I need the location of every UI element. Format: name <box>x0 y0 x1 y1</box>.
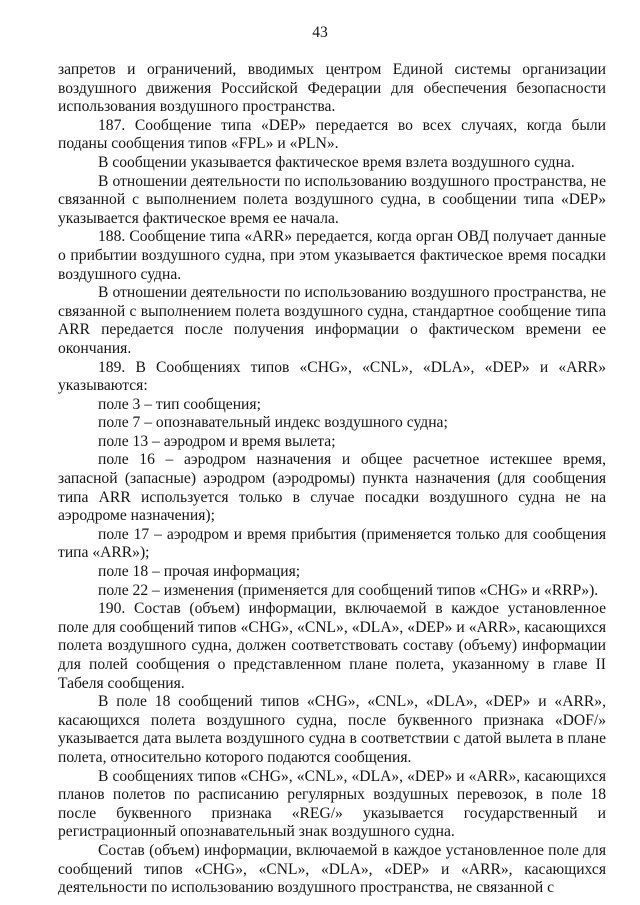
field-list-item: поле 18 – прочая информация; <box>98 563 301 581</box>
body-text <box>58 61 606 898</box>
field-list-item: поле 22 – изменения (применяется для сообщений типов «CHG» и «RRP»). <box>98 581 599 599</box>
paragraph: В сообщении указывается фактическое время взлета воздушного судна. <box>98 153 575 171</box>
field-list-item: поле 17 – аэродром и время прибытия (применяется только для сообщения типа «ARR»); <box>58 525 606 562</box>
paragraph: В отношении деятельности по использованию воздушного пространства, не связанной с выполнением полета воздушного судна, стандартное сообщение типа ARR передается после получения информации о фактическом времени ее окончания. <box>58 284 606 357</box>
page-number: 43 <box>312 24 328 41</box>
field-list-item: поле 13 – аэродром и время вылета; <box>98 432 336 450</box>
paragraph-188: 188. Сообщение типа «ARR» передается, когда орган ОВД получает данные о прибытии воздушного судна, при этом указывается фактическое время посадки воздушного судна. <box>58 228 606 283</box>
paragraph-189: 189. В Сообщениях типов «CHG», «CNL», «DLA», «DEP» и «ARR» указываются: <box>58 358 606 395</box>
field-list-item: поле 7 – опознавательный индекс воздушного судна; <box>98 414 448 432</box>
field-list-item: поле 16 – аэродром назначения и общее расчетное истекшее время, запасной (запасные) аэродром (аэродромы) пункта назначения (для сообщения типа ARR используется только в случае посадки воздушного судна не на аэродроме назначения); <box>58 451 606 525</box>
paragraph-continuation: запретов и ограничений, вводимых центром Единой системы организации воздушного движения Российской Федерации для обеспечения безопасности использования воздушного пространства. <box>58 61 606 116</box>
paragraph: В отношении деятельности по использованию воздушного пространства, не связанной с выполнением полета воздушного судна, в сообщении типа «DEP» указывается фактическое время ее начала. <box>58 172 606 227</box>
paragraph: Состав (объем) информации, включаемой в каждое установленное поле для сообщений типов «CHG», «CNL», «DLA», «DEP» и «ARR», касающихся деятельности по использованию воздушного пространства, не связанной с <box>58 841 606 897</box>
paragraph-187: 187. Сообщение типа «DEP» передается во всех случаях, когда были поданы сообщения типов «FPL» и «PLN». <box>58 116 606 153</box>
paragraph-190: 190. Состав (объем) информации, включаемой в каждое установленное поле для сообщений типов «CHG», «CNL», «DLA», «DEP» и «ARR», касающихся полета воздушного судна, должен соответствовать составу (объему) информации для полей сообщения о представленном плане полета, указанному в главе II Табеля сообщения. <box>58 600 606 692</box>
paragraph: В поле 18 сообщений типов «CHG», «CNL», «DLA», «DEP» и «ARR», касающихся полета воздушного судна, после буквенного признака «DOF/» указывается дата вылета воздушного судна в соответствии с датой вылета в плане полета, относительно которого подаются сообщения. <box>58 693 606 766</box>
paragraph: В сообщениях типов «CHG», «CNL», «DLA», «DEP» и «ARR», касающихся планов полетов по расписанию регулярных воздушных перевозок, в поле 18 после буквенного признака «REG/» указывается государственный и регистрационный опознавательный знак воздушного судна. <box>58 767 606 841</box>
field-list-item: поле 3 – тип сообщения; <box>98 395 261 413</box>
